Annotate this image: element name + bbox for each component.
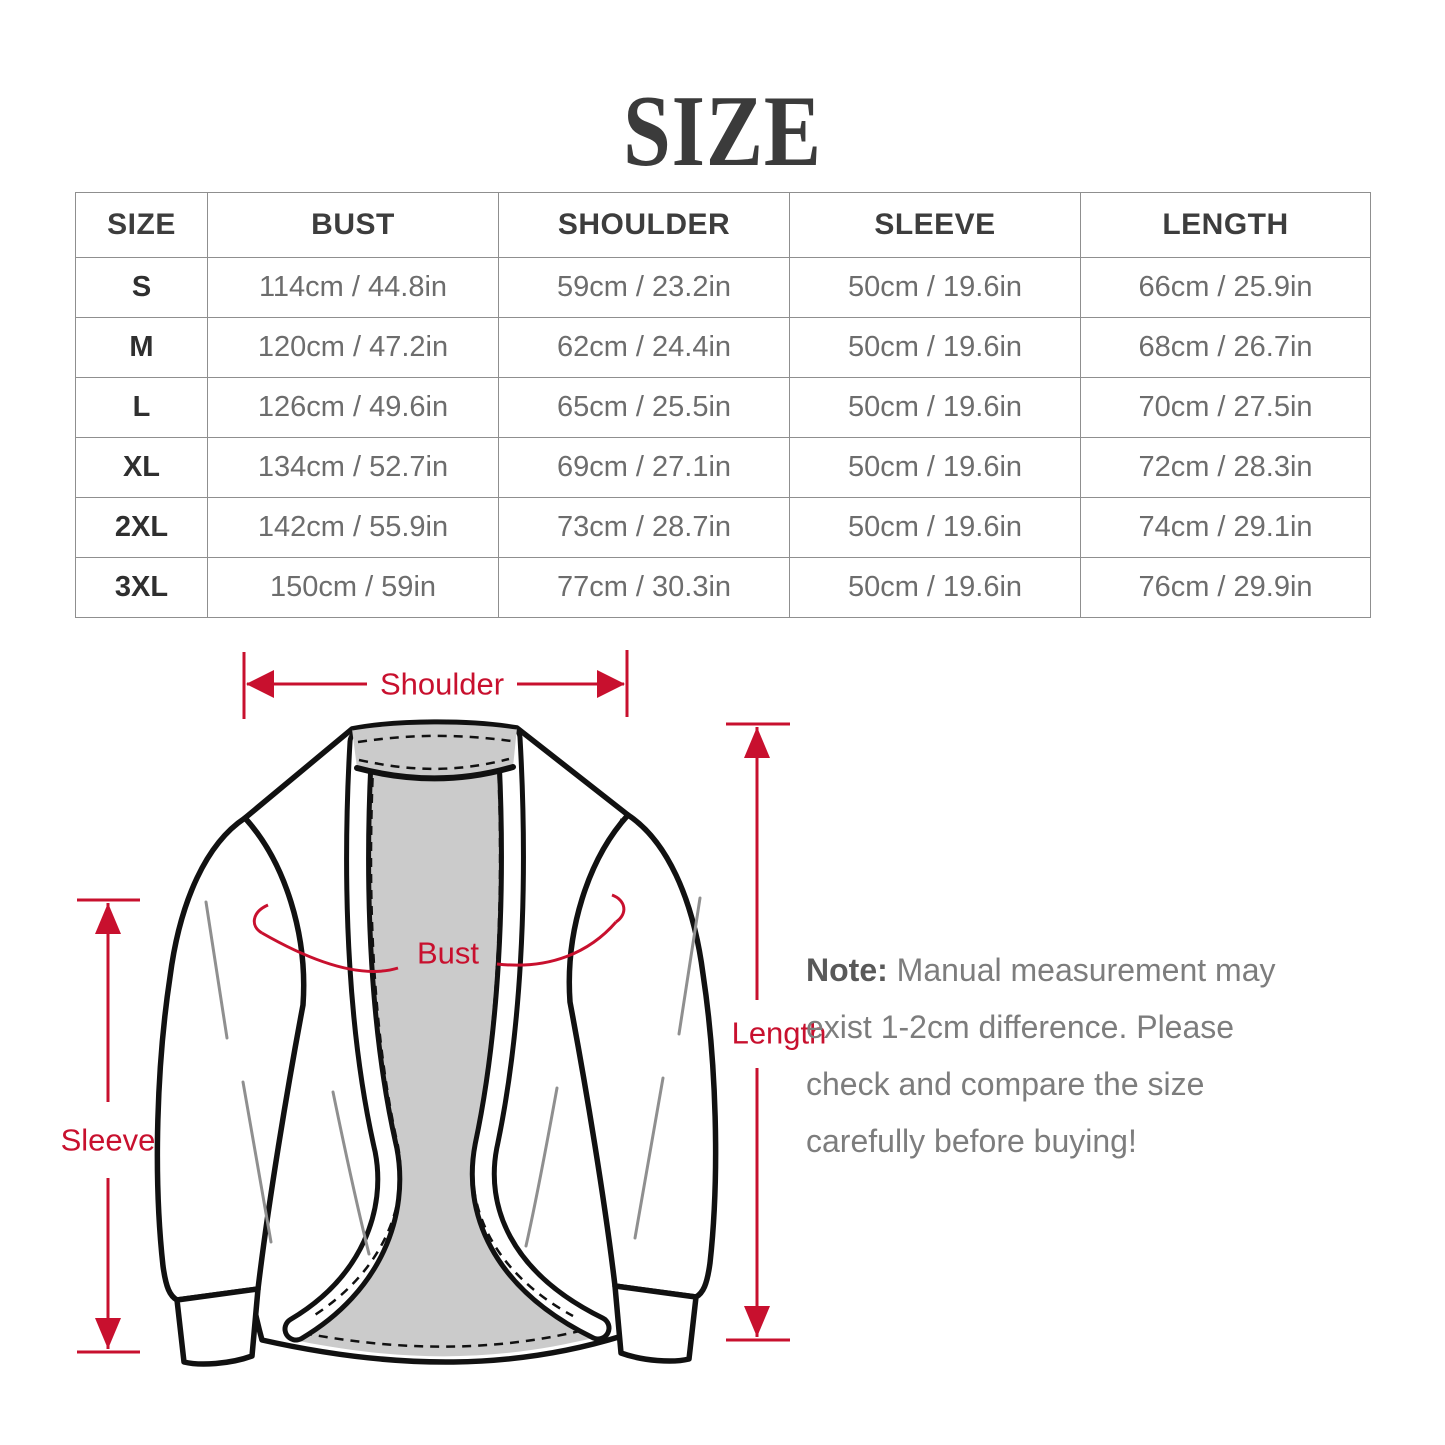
size-cell: 2XL xyxy=(76,498,208,558)
shoulder-cell: 77cm / 30.3in xyxy=(499,558,790,618)
bust-cell: 114cm / 44.8in xyxy=(208,258,499,318)
shoulder-arrow xyxy=(244,650,627,719)
shoulder-label: Shoulder xyxy=(379,666,505,702)
shoulder-cell: 62cm / 24.4in xyxy=(499,318,790,378)
sleeve-cell: 50cm / 19.6in xyxy=(790,558,1081,618)
note-line: exist 1-2cm difference. Please xyxy=(806,1009,1235,1045)
length-cell: 74cm / 29.1in xyxy=(1081,498,1371,558)
length-cell: 68cm / 26.7in xyxy=(1081,318,1371,378)
cardigan-drawing xyxy=(157,722,715,1364)
length-cell: 70cm / 27.5in xyxy=(1081,378,1371,438)
bust-cell: 150cm / 59in xyxy=(208,558,499,618)
size-cell: 3XL xyxy=(76,558,208,618)
size-cell: XL xyxy=(76,438,208,498)
shoulder-cell: 73cm / 28.7in xyxy=(499,498,790,558)
note-label: Note: xyxy=(806,952,888,988)
bust-cell: 134cm / 52.7in xyxy=(208,438,499,498)
shoulder-cell: 59cm / 23.2in xyxy=(499,258,790,318)
bust-label: Bust xyxy=(416,935,480,971)
note-text xyxy=(806,942,1416,1170)
collar-band xyxy=(352,723,517,777)
bust-cell: 126cm / 49.6in xyxy=(208,378,499,438)
column-header-length: LENGTH xyxy=(1081,193,1371,258)
left-cuff xyxy=(177,1289,258,1364)
length-cell: 76cm / 29.9in xyxy=(1081,558,1371,618)
length-cell: 66cm / 25.9in xyxy=(1081,258,1371,318)
right-cuff xyxy=(615,1286,696,1361)
column-header-shoulder: SHOULDER xyxy=(499,193,790,258)
sleeve-cell: 50cm / 19.6in xyxy=(790,258,1081,318)
sleeve-cell: 50cm / 19.6in xyxy=(790,498,1081,558)
size-cell: S xyxy=(76,258,208,318)
size-cell: L xyxy=(76,378,208,438)
sleeve-cell: 50cm / 19.6in xyxy=(790,378,1081,438)
column-header-bust: BUST xyxy=(208,193,499,258)
note-line: check and compare the size xyxy=(806,1066,1205,1102)
shoulder-cell: 69cm / 27.1in xyxy=(499,438,790,498)
column-header-size: SIZE xyxy=(76,193,208,258)
note-line: carefully before buying! xyxy=(806,1123,1137,1159)
bust-cell: 120cm / 47.2in xyxy=(208,318,499,378)
shoulder-cell: 65cm / 25.5in xyxy=(499,378,790,438)
size-cell: M xyxy=(76,318,208,378)
sleeve-arrow xyxy=(61,900,156,1352)
length-cell: 72cm / 28.3in xyxy=(1081,438,1371,498)
length-label: Length xyxy=(731,1015,827,1051)
sleeve-cell: 50cm / 19.6in xyxy=(790,438,1081,498)
note-line: Manual measurement may xyxy=(896,952,1276,988)
sleeve-cell: 50cm / 19.6in xyxy=(790,318,1081,378)
page-title: SIZE xyxy=(623,75,822,188)
column-header-sleeve: SLEEVE xyxy=(790,193,1081,258)
sleeve-label: Sleeve xyxy=(60,1122,156,1158)
bust-cell: 142cm / 55.9in xyxy=(208,498,499,558)
